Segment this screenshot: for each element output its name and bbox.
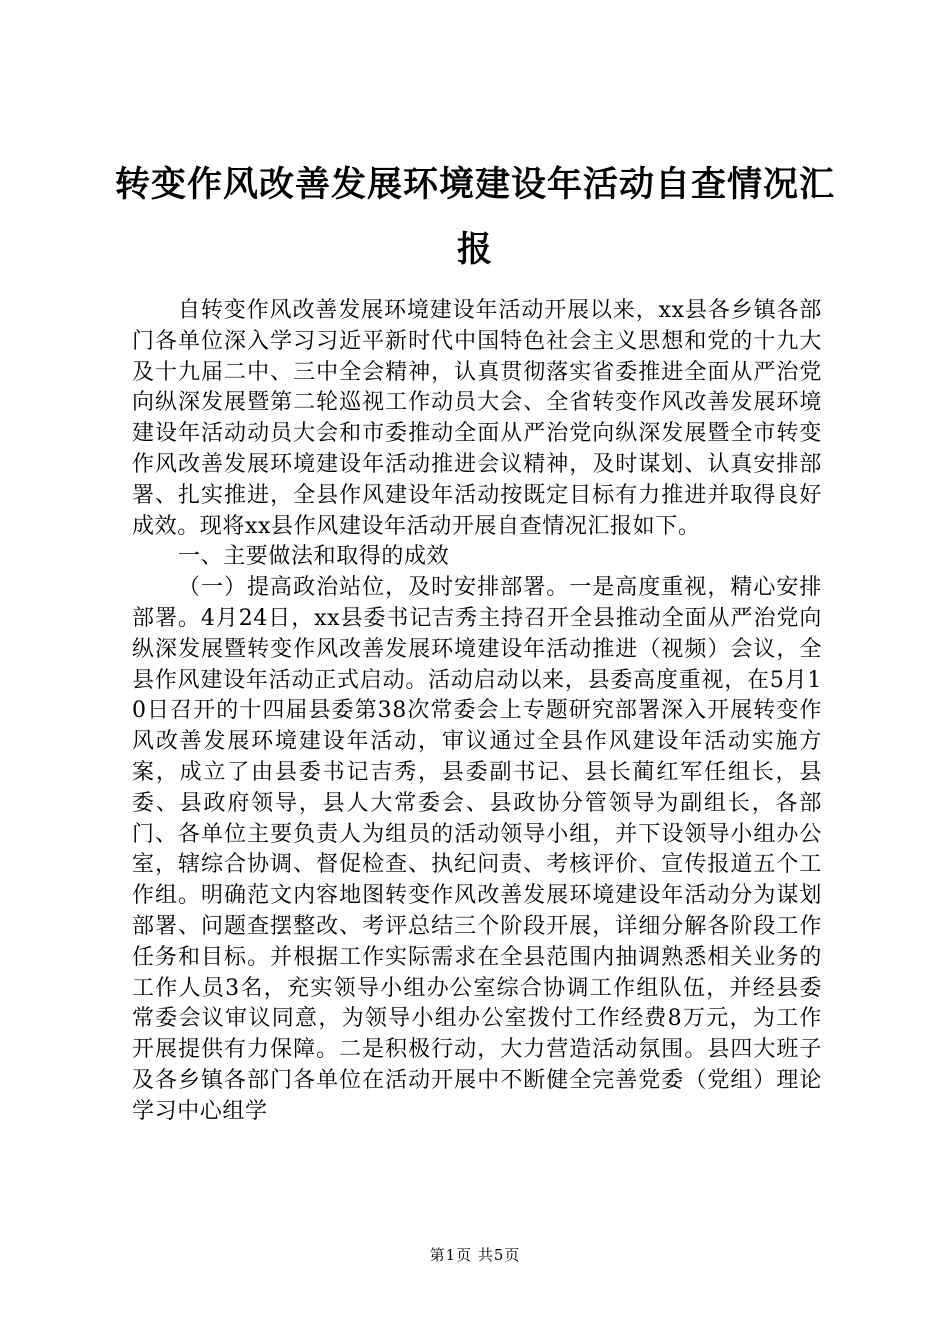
- section-heading: 一、主要做法和取得的成效: [178, 544, 450, 570]
- document-body: [132, 296, 822, 1128]
- page-footer: 第1页 共5页: [429, 1246, 521, 1264]
- intro-paragraph: 自转变作风改善发展环境建设年活动开展以来，xx县各乡镇各部门各单位深入学习习近平新时代中国特色社会主义思想和党的十九大及十九届二中、三中全会精神，认真贯彻落实省委推进全面从严治党向纵深发展暨第二轮巡视工作动员大会、全省转变作风改善发展环境建设年活动动员大会和市委推动全面从严治党向纵深发展暨全市转变作风改善发展环境建设年活动推进会议精神，及时谋划、认真安排部署、扎实推进，全县作风建设年活动按既定目标有力推进并取得良好成效。现将xx县作风建设年活动开展自查情况汇报如下。: [132, 298, 822, 539]
- subsection-paragraph: （一）提高政治站位，及时安排部署。一是高度重视，精心安排部署。4月24日，xx县委书记吉秀主持召开全县推动全面从严治党向纵深发展暨转变作风改善发展环境建设年活动推进（视频）会议，全县作风建设年活动正式启动。活动启动以来，县委高度重视，在5月10日召开的十四届县委第38次常委会上专题研究部署深入开展转变作风改善发展环境建设年活动，审议通过全县作风建设年活动实施方案，成立了由县委书记吉秀，县委副书记、县长蔺红军任组长，县委、县政府领导，县人大常委会、县政协分管领导为副组长，各部门、各单位主要负责人为组员的活动领导小组，并下设领导小组办公室，辖综合协调、督促检查、执纪问责、考核评价、宣传报道五个工作组。明确范文内容地图转变作风改善发展环境建设年活动分为谋划部署、问题查摆整改、考评总结三个阶段开展，详细分解各阶段工作任务和目标。并根据工作实际需求在全县范围内抽调熟悉相关业务的工作人员3名，充实领导小组办公室综合协调工作组队伍，并经县委常委会议审议同意，为领导小组办公室拨付工作经费8万元，为工作开展提供有力保障。二是积极行动，大力营造活动氛围。县四大班子及各乡镇各部门各单位在活动开展中不断健全完善党委（党组）理论学习中心组学: [132, 575, 822, 1124]
- document-title: 转变作风改善发展环境建设年活动自查情况汇报: [114, 164, 835, 270]
